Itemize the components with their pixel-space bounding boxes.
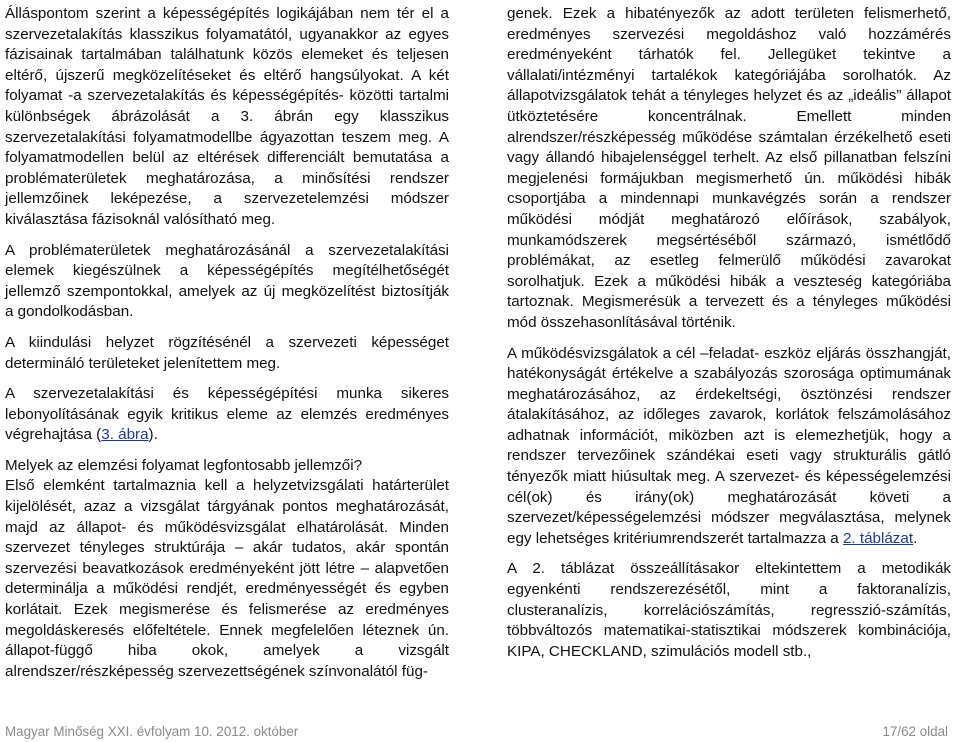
paragraph: [5, 384, 449, 446]
left-text-column: [5, 4, 449, 682]
figure-reference-link[interactable]: 3. ábra: [101, 426, 149, 444]
paragraph: Álláspontom szerint a képességépítés logikájában nem tér el a szervezetalakítás klasszikus folyamatától, ugyanakkor az egyes fázisainak tartalmában találhatunk közös elemeket és teljesen eltérő, újszerű megközelítéseket és eltérő hangsúlyokat. A két folyamat -a szervezetalakítás és képességépítés- közötti tartalmi különbségek ábrázolását a 3. ábrán egy klasszikus szervezetalakítási folyamatmodellbe ágyazottan teszem meg. A folyamatmodellen belül az eltérések differenciált bemutatása a problématerületek meghatározása, a minősítési rendszer jellemzőinek leképezése, a szervezetelemzési módszer kiválasztása fázisoknál valósítható meg.: [5, 5, 449, 228]
footer-page-number: 17/62 oldal: [882, 724, 948, 739]
right-text-column: [507, 4, 951, 662]
paragraph: Első elemként tartalmaznia kell a helyzetvizsgálati határterület kijelölését, azaz a vizsgálat tárgyának pontos meghatározását, majd az állapot- és működésvizsgálat elhatárolását. Minden szervezet tényleges struktúrája – akár tudatos, akár spontán szervezési beavatkozások eredményeként jött létre – alapvetően determinálja a működési rendjét, eredményességét és egyben korlátait. Ezek megismerése és felismerése az eredményes megoldáskeresés előfeltétele. Ennek megfelelően léteznek ún. állapot-függő hiba okok, amelyek a vizsgált alrendszer/részképesség szervezettségének színvonalától füg-: [5, 477, 449, 680]
footer-publication: Magyar Minőség XXI. évfolyam 10. 2012. október: [5, 724, 299, 739]
page-footer: [0, 723, 960, 742]
paragraph-text: .: [913, 529, 918, 547]
paragraph: genek. Ezek a hibatényezők az adott területen felismerhető, eredményes szervezési megoldáshoz való hozzámérés eredményeként tárhatók fel. Jellegüket tekintve a vállalati/intézményi tartalékok kategóriájába sorolhatók. Az állapotvizsgálatok tehát a tényleges helyzet és az „ideális” állapot ütköztetésére koncentrálnak. Emellett minden alrendszer/részképesség működése számtalan érzékelhető eseti vagy állandó hibajelenséggel terhelt. Az első pillanatban felszíni megjelenési formájukban megismerhető ún. működési hibák csoportjába a mindennapi munkavégzés során a rendszer működési módját meghatározó előírások, szabályok, munkamódszerek megsértéséből származó, ismétlődő problémákat, az esetleg felmerülő működési zavarokat sorolhatjuk. Ezek a működési hibák a veszteség kategóriába tartoznak. Megismerésük a tervezett és a tényleges működési mód összehasonlításával történik.: [507, 5, 951, 331]
paragraph-text: A szervezetalakítási és képességépítési munka sikeres lebonyolításának egyik kritikus eleme az elemzés eredményes végrehajtása (: [5, 385, 449, 444]
paragraph: A problématerületek meghatározásánál a szervezetalakítási elemek kiegészülnek a képességépítés megítélhetőségét jellemző szempontokkal, amelyek az új megközelítést biztosítják a gondolkodásban.: [5, 241, 449, 321]
table-reference-link[interactable]: 2. táblázat: [842, 529, 914, 547]
paragraph-text: ).: [148, 426, 158, 444]
paragraph: A kiindulási helyzet rögzítésénél a szervezeti képességet determináló területeket jelenítettem meg.: [5, 333, 449, 372]
paragraph-question: Melyek az elemzési folyamat legfontosabb jellemzői?: [5, 456, 363, 474]
paragraph-text: A működésvizsgálatok a cél –feladat- eszköz eljárás összhangját, hatékonyságát értékelve a szabályozás szorosága optimumának meghatározásához, az érdekeltségi, ösztönzési rendszer átalakításához, az időleges zavarok, korlátok felszámolásához adhatnak információt, miközben azt is elemezhetjük, hogy a rendszer tervezőinek szándékai eseti vagy strukturális gátló tényezők miatt hiúsultak meg. A szervezet- és képességelemzési cél(ok) és irány(ok) meghatározását követi a szervezet/képességelemzési módszer megválasztása, melynek egy lehetséges kritériumrendszerét tartalmazza a: [507, 344, 951, 547]
paragraph: [507, 344, 951, 550]
paragraph: A 2. táblázat összeállításakor eltekintettem a metodikák egyenkénti rendszerezésétől, mint a faktoranalízis, clusteranalízis, korrelációszámítás, regresszió-számítás, többváltozós matematikai-statisztikai módszerek kombinációja, KIPA, CHECKLAND, szimulációs modell stb.,: [507, 560, 951, 660]
